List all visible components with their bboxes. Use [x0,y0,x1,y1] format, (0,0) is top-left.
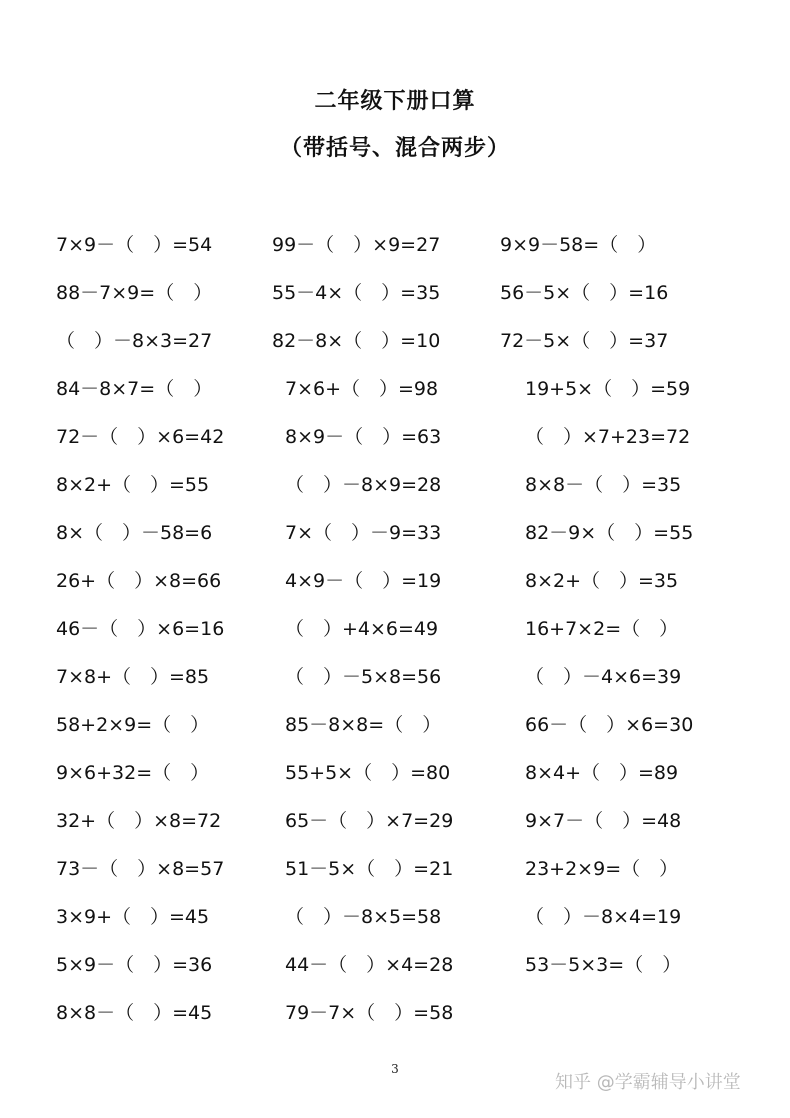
problem-item: 46－（ ）×6=16 [56,618,225,640]
problem-item: 55－4×（ ）=35 [272,282,441,304]
problem-item: （ ）－8×4=19 [525,906,682,928]
problem-row [0,276,790,324]
problem-row [0,900,790,948]
problem-item: 7×9－（ ）=54 [56,234,213,256]
problem-item: 9×9－58=（ ） [500,234,657,256]
page-number: 3 [391,1062,399,1076]
problem-item: （ ）－8×9=28 [285,474,442,496]
problem-item: 73－（ ）×8=57 [56,858,225,880]
problem-item: 16+7×2=（ ） [525,618,679,640]
problem-grid [0,228,790,1044]
problem-item: 7×8+（ ）=85 [56,666,210,688]
problem-row [0,756,790,804]
problem-item: 72－5×（ ）=37 [500,330,669,352]
page-subtitle: （带括号、混合两步） [279,136,510,161]
problem-row [0,516,790,564]
problem-row [0,708,790,756]
problem-item: 5×9－（ ）=36 [56,954,213,976]
problem-row [0,660,790,708]
problem-item: 3×9+（ ）=45 [56,906,210,928]
watermark: 知乎 @学霸辅导小讲堂 [555,1072,741,1093]
problem-row [0,996,790,1044]
problem-item: 8×8－（ ）=45 [56,1002,213,1024]
problem-item: 79－7×（ ）=58 [285,1002,454,1024]
problem-row [0,948,790,996]
problem-item: 56－5×（ ）=16 [500,282,669,304]
problem-item: （ ）－4×6=39 [525,666,682,688]
problem-row [0,468,790,516]
problem-item: 88－7×9=（ ） [56,282,213,304]
problem-item: 4×9－（ ）=19 [285,570,442,592]
problem-item: 8×2+（ ）=35 [525,570,679,592]
problem-item: 84－8×7=（ ） [56,378,213,400]
problem-item: 55+5×（ ）=80 [285,762,451,784]
problem-item: 7×6+（ ）=98 [285,378,439,400]
problem-item: 85－8×8=（ ） [285,714,442,736]
problem-item: 23+2×9=（ ） [525,858,679,880]
problem-item: 8×2+（ ）=55 [56,474,210,496]
problem-item: 8×9－（ ）=63 [285,426,442,448]
problem-item: 99－（ ）×9=27 [272,234,441,256]
problem-row [0,372,790,420]
problem-row [0,852,790,900]
problem-row [0,228,790,276]
problem-row [0,564,790,612]
problem-item: 26+（ ）×8=66 [56,570,222,592]
problem-item: 32+（ ）×8=72 [56,810,222,832]
problem-row [0,420,790,468]
problem-row [0,804,790,852]
problem-item: 72－（ ）×6=42 [56,426,225,448]
problem-item: 58+2×9=（ ） [56,714,210,736]
problem-item: （ ）－8×3=27 [56,330,213,352]
problem-item: 65－（ ）×7=29 [285,810,454,832]
problem-row [0,324,790,372]
problem-item: 7×（ ）－9=33 [285,522,442,544]
problem-item: （ ）×7+23=72 [525,426,691,448]
problem-item: 82－8×（ ）=10 [272,330,441,352]
problem-item: 8×（ ）－58=6 [56,522,213,544]
problem-item: 44－（ ）×4=28 [285,954,454,976]
problem-item: 8×8－（ ）=35 [525,474,682,496]
problem-item: 66－（ ）×6=30 [525,714,694,736]
problem-row [0,612,790,660]
problem-item: 9×7－（ ）=48 [525,810,682,832]
problem-item: 9×6+32=（ ） [56,762,210,784]
page-title: 二年级下册口算 [314,89,476,114]
problem-item: 53－5×3=（ ） [525,954,682,976]
problem-item: （ ）－5×8=56 [285,666,442,688]
problem-item: （ ）+4×6=49 [285,618,439,640]
problem-item: 19+5×（ ）=59 [525,378,691,400]
problem-item: （ ）－8×5=58 [285,906,442,928]
problem-item: 51－5×（ ）=21 [285,858,454,880]
problem-item: 82－9×（ ）=55 [525,522,694,544]
problem-item: 8×4+（ ）=89 [525,762,679,784]
